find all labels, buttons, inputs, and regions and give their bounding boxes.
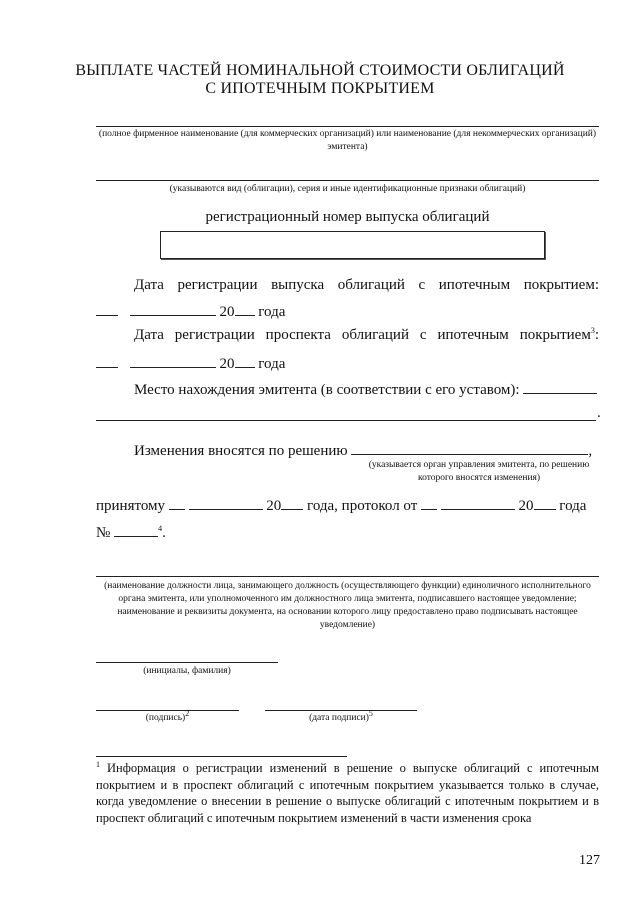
- adopted-day-field[interactable]: [169, 496, 185, 510]
- protocol-number-field[interactable]: [114, 523, 158, 537]
- protocol-month-field[interactable]: [441, 496, 515, 510]
- issuer-name-field[interactable]: [96, 126, 599, 127]
- footnote-marker: 1: [96, 759, 100, 769]
- adopted-month-field[interactable]: [189, 496, 263, 510]
- decision-hint: (указывается орган управления эмитента, по решению которого вносятся изменения): [368, 460, 590, 483]
- signature-hint-row: [96, 708, 239, 725]
- location-period: .: [597, 405, 601, 421]
- prospectus-date-row: [96, 354, 285, 373]
- page-number: 127: [579, 853, 600, 868]
- protocol-day-field[interactable]: [421, 496, 437, 510]
- location-row: [134, 380, 597, 399]
- initials-field[interactable]: [96, 662, 278, 663]
- number-sup: 4: [158, 524, 163, 533]
- footnote: [96, 760, 599, 826]
- prospectus-date-suffix: года: [258, 356, 286, 372]
- initials-hint: (инициалы, фамилия): [143, 666, 231, 676]
- number-sign: №: [96, 525, 111, 541]
- issuer-name-hint: (полное фирменное наименование (для коммерческих организаций) или наименование (для некоммерческих организаций) эмитента): [98, 129, 597, 152]
- adopted-year-field[interactable]: [281, 496, 303, 510]
- issue-date-label: Дата регистрации выпуска облигаций с ипотечным покрытием:: [134, 277, 599, 293]
- adopted-row: [96, 496, 586, 515]
- protocol-number-row: № $^4$.: [96, 524, 166, 541]
- issue-date-day-field[interactable]: [96, 302, 118, 316]
- prospectus-date-century: 20: [219, 356, 235, 372]
- protocol-label: года, протокол от: [307, 498, 418, 514]
- location-label: Место нахождения эмитента (в соответствии с его уставом):: [134, 382, 520, 398]
- sign-date-hint: (дата подписи): [309, 713, 369, 723]
- sign-date-field[interactable]: [265, 710, 417, 711]
- issue-date-row: [96, 302, 285, 321]
- protocol-century: 20: [518, 498, 534, 514]
- prospectus-date-sup: 3: [590, 326, 595, 335]
- location-field-line2[interactable]: [96, 420, 596, 421]
- bond-id-field[interactable]: [96, 180, 599, 181]
- protocol-year-field[interactable]: [534, 496, 556, 510]
- issue-date-century: 20: [219, 304, 235, 320]
- protocol-date-suffix: года: [559, 498, 587, 514]
- location-field[interactable]: [523, 380, 597, 394]
- footnote-text: Информация о регистрации изменений в решение о выпуске облигаций с ипотечным покрытием и в проспект облигаций с ипотечным покрытием указывается только в случае, когда уведомление о внесении в решение о выпуске облигаций с ипотечным покрытием и в проспект облигаций с ипотечным покрытием изменений в части изменения срока: [96, 761, 599, 825]
- decision-field[interactable]: [351, 441, 588, 455]
- signer-position-field[interactable]: [96, 576, 599, 577]
- sign-date-hint-row: [265, 708, 417, 725]
- decision-label: Изменения вносятся по решению: [134, 443, 348, 459]
- issue-date-year-field[interactable]: [235, 302, 255, 316]
- sign-date-sup: 5: [368, 708, 373, 718]
- reg-number-label: регистрационный номер выпуска облигаций: [205, 209, 490, 225]
- issue-date-suffix: года: [258, 304, 286, 320]
- adopted-label: принятому: [96, 498, 166, 514]
- signer-position-hint: (наименование должности лица, занимающего должность (осуществляющего функции) единоличного исполнительного органа эмитента, или уполномоченного им должностного лица эмитента, подписавшего настоящее уведомление; наименование и реквизиты документа, на основании которого лицу предоставлено право подписывать настоящее уведомление): [104, 581, 591, 630]
- document-title-line2: С ИПОТЕЧНЫМ ПОКРЫТИЕМ: [205, 80, 435, 97]
- signature-hint: (подпись): [145, 713, 186, 723]
- reg-number-box[interactable]: [160, 231, 545, 259]
- signature-sup: 2: [185, 708, 190, 718]
- prospectus-date-label: Дата регистрации проспекта облигаций с ипотечным покрытием: [134, 327, 591, 343]
- document-title-line1: ВЫПЛАТЕ ЧАСТЕЙ НОМИНАЛЬНОЙ СТОИМОСТИ ОБЛИГАЦИЙ: [75, 62, 565, 79]
- prospectus-date-day-field[interactable]: [96, 354, 118, 368]
- decision-row: Изменения вносятся по решению ,: [134, 443, 593, 459]
- adopted-century: 20: [266, 498, 282, 514]
- signature-field[interactable]: [96, 710, 239, 711]
- prospectus-date-month-field[interactable]: [130, 354, 216, 368]
- bond-id-hint: (указываются вид (облигации), серия и иные идентификационные признаки облигаций): [169, 184, 526, 194]
- prospectus-date-year-field[interactable]: [235, 354, 255, 368]
- footnote-separator: [96, 756, 347, 757]
- issue-date-month-field[interactable]: [130, 302, 216, 316]
- prospectus-date-label-row: Дата регистрации проспекта облигаций с ипотечным покрытием$^3$:: [134, 326, 599, 343]
